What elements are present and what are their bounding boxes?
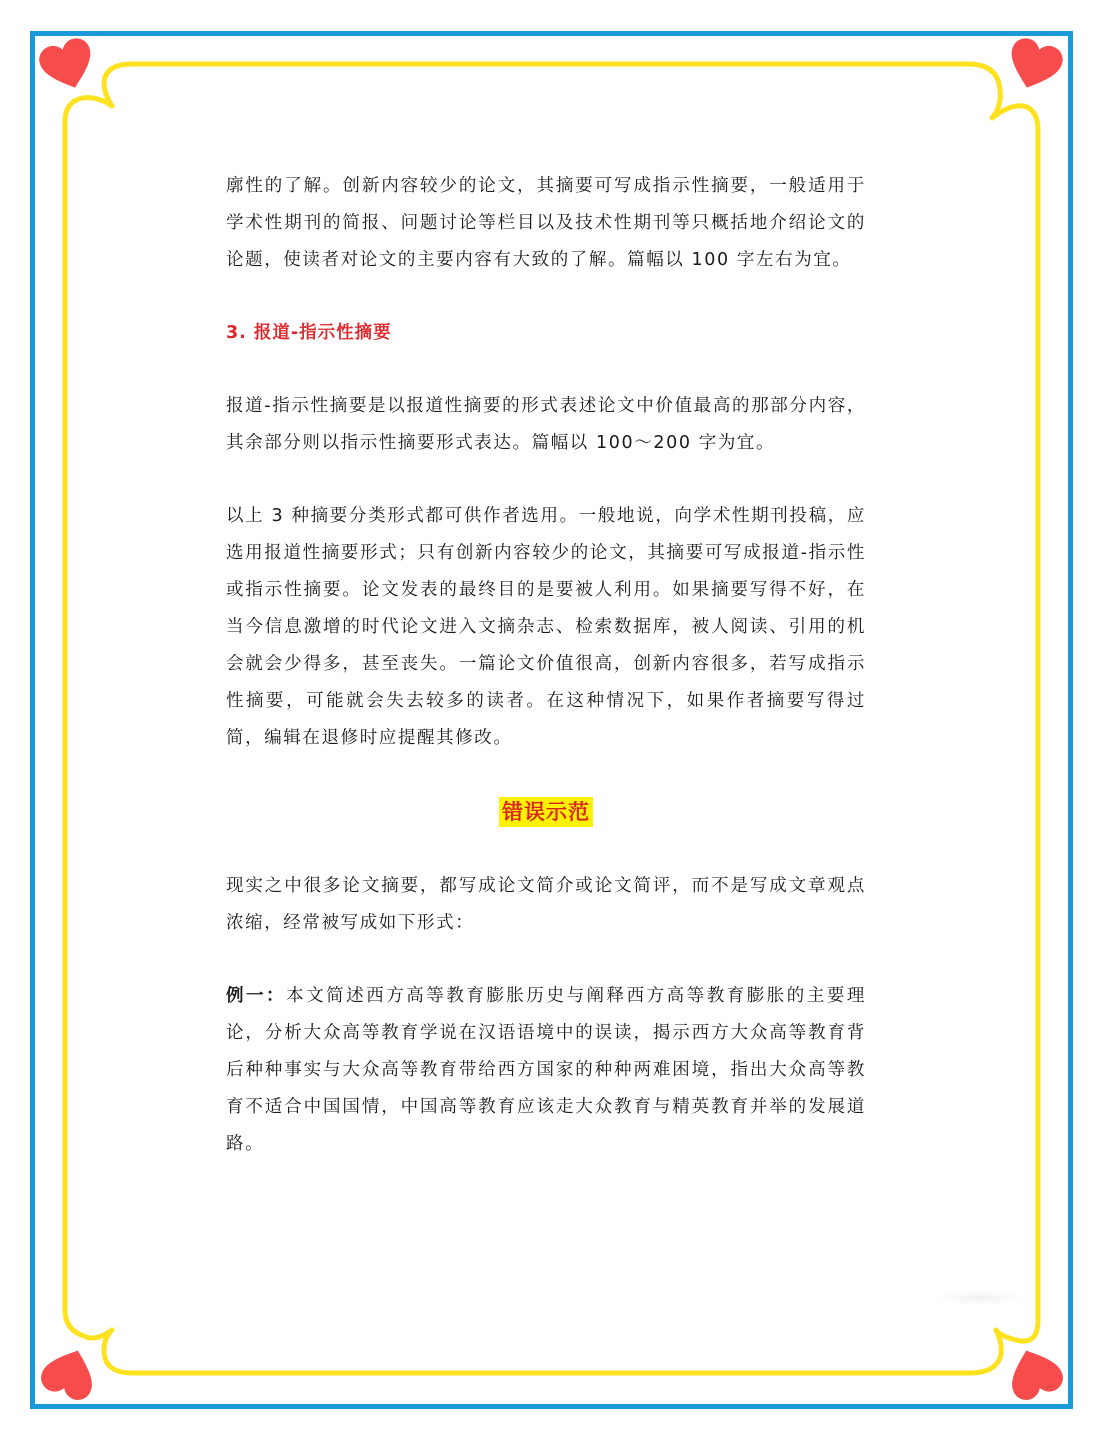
faint-watermark xyxy=(935,1290,1025,1306)
section-heading-reporting-indicative: 3. 报道-指示性摘要 xyxy=(226,323,392,343)
example-one-paragraph xyxy=(226,978,866,1163)
intro-paragraph: 廓性的了解。创新内容较少的论文，其摘要可写成指示性摘要，一般适用于学术性期刊的简报、问题讨论等栏目以及技术性期刊等只概括地介绍论文的论题，使读者对论文的主要内容有大致的了解。篇幅以 100 字左右为宜。 xyxy=(226,176,866,270)
wrong-example-intro: 现实之中很多论文摘要，都写成论文简介或论文简评，而不是写成文章观点浓缩，经常被写成如下形式： xyxy=(226,876,866,933)
summary-paragraph: 以上 3 种摘要分类形式都可供作者选用。一般地说，向学术性期刊投稿，应选用报道性摘要形式；只有创新内容较少的论文，其摘要可写成报道-指示性或指示性摘要。论文发表的最终目的是要被人利用。如果摘要写得不好，在当今信息激增的时代论文进入文摘杂志、检索数据库，被人阅读、引用的机会就会少得多，甚至丧失。一篇论文价值很高，创新内容很多，若写成指示性摘要，可能就会失去较多的读者。在这种情况下，如果作者摘要写得过简，编辑在退修时应提醒其修改。 xyxy=(226,506,866,748)
document-body xyxy=(226,168,866,1163)
wrong-example-heading: 错误示范 xyxy=(499,797,593,827)
section-3-paragraph: 报道-指示性摘要是以报道性摘要的形式表述论文中价值最高的那部分内容，其余部分则以指示性摘要形式表达。篇幅以 100～200 字为宜。 xyxy=(226,396,866,453)
example-one-label: 例一： xyxy=(226,986,287,1006)
example-one-text: 本文简述西方高等教育膨胀历史与阐释西方高等教育膨胀的主要理论，分析大众高等教育学说在汉语语境中的误读，揭示西方大众高等教育背后种种事实与大众高等教育带给西方国家的种种两难困境，指出大众高等教育不适合中国国情，中国高等教育应该走大众教育与精英教育并举的发展道路。 xyxy=(226,986,866,1154)
wrong-example-heading-wrapper xyxy=(226,795,866,832)
